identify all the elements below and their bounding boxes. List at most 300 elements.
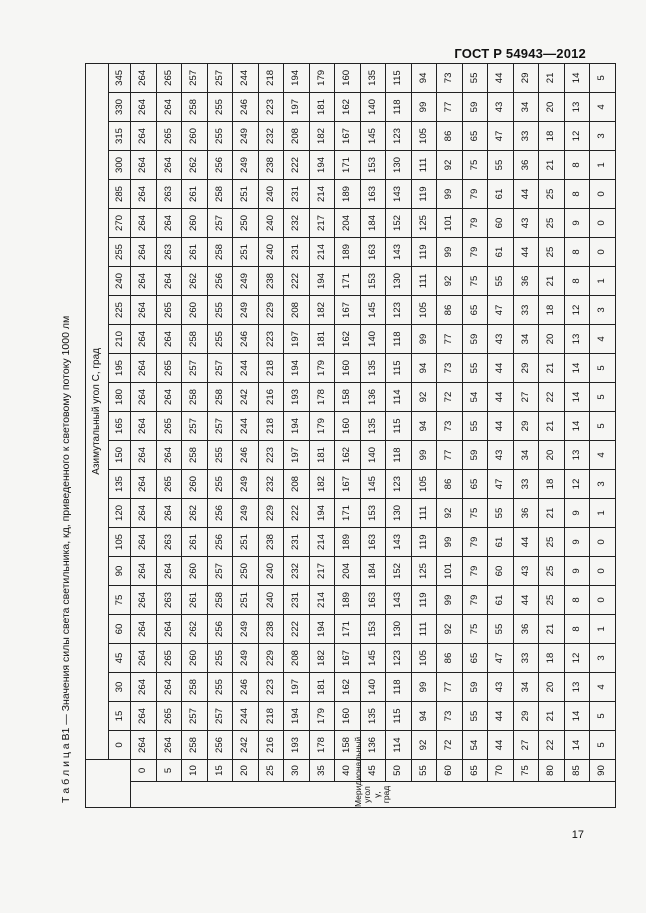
intensity-cell: 114 xyxy=(386,731,412,760)
intensity-cell: 20 xyxy=(539,325,565,354)
intensity-cell: 265 xyxy=(156,702,182,731)
intensity-cell: 264 xyxy=(131,122,157,151)
intensity-cell: 251 xyxy=(233,238,259,267)
intensity-cell: 181 xyxy=(309,441,335,470)
intensity-cell: 1 xyxy=(590,615,616,644)
intensity-cell: 258 xyxy=(182,93,208,122)
intensity-cell: 0 xyxy=(590,209,616,238)
intensity-cell: 59 xyxy=(462,673,488,702)
intensity-cell: 264 xyxy=(131,63,157,92)
intensity-cell: 33 xyxy=(513,296,539,325)
intensity-cell: 261 xyxy=(182,586,208,615)
intensity-cell: 99 xyxy=(437,180,463,209)
intensity-cell: 55 xyxy=(462,702,488,731)
intensity-cell: 21 xyxy=(539,354,565,383)
intensity-cell: 79 xyxy=(462,557,488,586)
intensity-cell: 223 xyxy=(258,93,284,122)
intensity-cell: 218 xyxy=(258,63,284,92)
meridional-angle-value: 30 xyxy=(284,760,310,782)
intensity-cell: 182 xyxy=(309,470,335,499)
intensity-cell: 140 xyxy=(360,93,386,122)
intensity-cell: 44 xyxy=(488,702,514,731)
intensity-cell: 264 xyxy=(131,267,157,296)
intensity-cell: 182 xyxy=(309,296,335,325)
intensity-cell: 5 xyxy=(590,731,616,760)
intensity-cell: 171 xyxy=(335,499,361,528)
intensity-cell: 179 xyxy=(309,412,335,441)
intensity-cell: 264 xyxy=(131,557,157,586)
table-row xyxy=(335,63,361,807)
intensity-cell: 43 xyxy=(488,93,514,122)
intensity-cell: 13 xyxy=(564,325,590,354)
intensity-cell: 21 xyxy=(539,702,565,731)
intensity-cell: 99 xyxy=(411,325,437,354)
intensity-cell: 255 xyxy=(207,441,233,470)
intensity-cell: 251 xyxy=(233,586,259,615)
intensity-cell: 12 xyxy=(564,644,590,673)
intensity-cell: 261 xyxy=(182,180,208,209)
intensity-cell: 162 xyxy=(335,325,361,354)
intensity-cell: 263 xyxy=(156,528,182,557)
intensity-cell: 257 xyxy=(207,63,233,92)
intensity-cell: 101 xyxy=(437,557,463,586)
table-row xyxy=(539,63,565,807)
intensity-cell: 222 xyxy=(284,499,310,528)
intensity-cell: 9 xyxy=(564,499,590,528)
intensity-cell: 140 xyxy=(360,673,386,702)
intensity-cell: 153 xyxy=(360,267,386,296)
intensity-cell: 29 xyxy=(513,702,539,731)
intensity-cell: 264 xyxy=(131,93,157,122)
intensity-cell: 130 xyxy=(386,615,412,644)
intensity-cell: 3 xyxy=(590,644,616,673)
intensity-cell: 44 xyxy=(488,383,514,412)
intensity-cell: 1 xyxy=(590,267,616,296)
meridional-angle-value: 90 xyxy=(590,760,616,782)
intensity-cell: 34 xyxy=(513,673,539,702)
intensity-cell: 44 xyxy=(513,528,539,557)
intensity-cell: 130 xyxy=(386,151,412,180)
intensity-cell: 27 xyxy=(513,383,539,412)
intensity-cell: 223 xyxy=(258,441,284,470)
intensity-cell: 125 xyxy=(411,209,437,238)
intensity-cell: 256 xyxy=(207,267,233,296)
intensity-cell: 86 xyxy=(437,644,463,673)
intensity-cell: 265 xyxy=(156,470,182,499)
intensity-cell: 111 xyxy=(411,499,437,528)
azimuth-angle-header: 90 xyxy=(109,557,131,586)
meridional-angle-value: 15 xyxy=(207,760,233,782)
intensity-cell: 21 xyxy=(539,615,565,644)
intensity-cell: 214 xyxy=(309,180,335,209)
intensity-cell: 61 xyxy=(488,238,514,267)
intensity-cell: 194 xyxy=(284,354,310,383)
meridional-angle-value: 45 xyxy=(360,760,386,782)
intensity-cell: 105 xyxy=(411,122,437,151)
intensity-cell: 5 xyxy=(590,412,616,441)
intensity-cell: 152 xyxy=(386,557,412,586)
intensity-cell: 92 xyxy=(411,383,437,412)
intensity-cell: 262 xyxy=(182,615,208,644)
intensity-cell: 244 xyxy=(233,63,259,92)
meridional-angle-value: 65 xyxy=(462,760,488,782)
intensity-cell: 29 xyxy=(513,412,539,441)
intensity-cell: 36 xyxy=(513,615,539,644)
intensity-cell: 260 xyxy=(182,122,208,151)
azimuth-angle-header: 30 xyxy=(109,673,131,702)
intensity-cell: 264 xyxy=(131,586,157,615)
intensity-cell: 197 xyxy=(284,673,310,702)
intensity-cell: 251 xyxy=(233,180,259,209)
intensity-cell: 258 xyxy=(182,731,208,760)
intensity-cell: 79 xyxy=(462,586,488,615)
intensity-cell: 263 xyxy=(156,586,182,615)
intensity-cell: 181 xyxy=(309,93,335,122)
intensity-cell: 72 xyxy=(437,383,463,412)
intensity-cell: 260 xyxy=(182,296,208,325)
intensity-cell: 105 xyxy=(411,644,437,673)
intensity-cell: 18 xyxy=(539,296,565,325)
intensity-cell: 214 xyxy=(309,586,335,615)
intensity-cell: 14 xyxy=(564,702,590,731)
intensity-cell: 264 xyxy=(131,528,157,557)
intensity-cell: 59 xyxy=(462,93,488,122)
meridional-angle-value: 35 xyxy=(309,760,335,782)
intensity-cell: 43 xyxy=(513,209,539,238)
intensity-cell: 257 xyxy=(207,354,233,383)
intensity-cell: 264 xyxy=(156,499,182,528)
intensity-cell: 255 xyxy=(207,93,233,122)
intensity-cell: 9 xyxy=(564,209,590,238)
meridional-angle-value: 40 xyxy=(335,760,361,782)
intensity-cell: 240 xyxy=(258,586,284,615)
intensity-cell: 59 xyxy=(462,325,488,354)
intensity-cell: 194 xyxy=(309,151,335,180)
intensity-cell: 231 xyxy=(284,528,310,557)
intensity-cell: 218 xyxy=(258,412,284,441)
intensity-cell: 240 xyxy=(258,238,284,267)
intensity-cell: 204 xyxy=(335,557,361,586)
meridional-angle-value: 55 xyxy=(411,760,437,782)
meridional-angle-value: 0 xyxy=(131,760,157,782)
intensity-cell: 258 xyxy=(182,383,208,412)
intensity-cell: 55 xyxy=(462,354,488,383)
intensity-cell: 153 xyxy=(360,615,386,644)
intensity-cell: 8 xyxy=(564,180,590,209)
intensity-cell: 158 xyxy=(335,383,361,412)
intensity-cell: 47 xyxy=(488,122,514,151)
intensity-cell: 262 xyxy=(182,499,208,528)
intensity-cell: 94 xyxy=(411,702,437,731)
intensity-cell: 264 xyxy=(131,731,157,760)
intensity-cell: 153 xyxy=(360,151,386,180)
intensity-cell: 33 xyxy=(513,122,539,151)
intensity-cell: 115 xyxy=(386,412,412,441)
intensity-cell: 160 xyxy=(335,702,361,731)
intensity-cell: 264 xyxy=(131,644,157,673)
intensity-cell: 223 xyxy=(258,673,284,702)
table-row xyxy=(182,63,208,807)
intensity-cell: 167 xyxy=(335,122,361,151)
meridional-angle-value: 70 xyxy=(488,760,514,782)
intensity-cell: 240 xyxy=(258,180,284,209)
intensity-cell: 257 xyxy=(207,557,233,586)
intensity-cell: 258 xyxy=(207,586,233,615)
intensity-cell: 264 xyxy=(156,615,182,644)
table-row xyxy=(411,63,437,807)
intensity-cell: 222 xyxy=(284,615,310,644)
intensity-cell: 20 xyxy=(539,673,565,702)
intensity-cell: 194 xyxy=(309,499,335,528)
intensity-cell: 75 xyxy=(462,499,488,528)
meridional-angle-value: 75 xyxy=(513,760,539,782)
intensity-cell: 36 xyxy=(513,151,539,180)
intensity-cell: 197 xyxy=(284,325,310,354)
intensity-cell: 99 xyxy=(437,238,463,267)
intensity-cell: 158 xyxy=(335,731,361,760)
intensity-cell: 43 xyxy=(513,557,539,586)
intensity-cell: 43 xyxy=(488,441,514,470)
intensity-cell: 4 xyxy=(590,93,616,122)
intensity-cell: 75 xyxy=(462,151,488,180)
azimuth-angle-header: 270 xyxy=(109,209,131,238)
intensity-cell: 5 xyxy=(590,383,616,412)
intensity-cell: 231 xyxy=(284,180,310,209)
intensity-cell: 197 xyxy=(284,441,310,470)
intensity-cell: 265 xyxy=(156,296,182,325)
intensity-cell: 163 xyxy=(360,180,386,209)
intensity-cell: 21 xyxy=(539,267,565,296)
azimuth-angle-header: 315 xyxy=(109,122,131,151)
intensity-cell: 242 xyxy=(233,383,259,412)
intensity-cell: 229 xyxy=(258,296,284,325)
meridional-angle-value: 60 xyxy=(437,760,463,782)
table-row xyxy=(564,63,590,807)
intensity-cell: 34 xyxy=(513,325,539,354)
intensity-cell: 25 xyxy=(539,586,565,615)
table-row xyxy=(131,63,157,807)
standard-header: ГОСТ Р 54943—2012 xyxy=(454,46,586,61)
intensity-cell: 61 xyxy=(488,180,514,209)
intensity-cell: 77 xyxy=(437,93,463,122)
intensity-cell: 262 xyxy=(182,267,208,296)
intensity-cell: 4 xyxy=(590,325,616,354)
intensity-cell: 33 xyxy=(513,470,539,499)
intensity-cell: 264 xyxy=(131,151,157,180)
intensity-cell: 179 xyxy=(309,354,335,383)
meridional-angle-value: 85 xyxy=(564,760,590,782)
intensity-cell: 257 xyxy=(182,702,208,731)
intensity-cell: 0 xyxy=(590,238,616,267)
intensity-cell: 92 xyxy=(437,499,463,528)
azimuth-angle-header: 195 xyxy=(109,354,131,383)
intensity-cell: 263 xyxy=(156,238,182,267)
intensity-cell: 36 xyxy=(513,267,539,296)
intensity-cell: 1 xyxy=(590,499,616,528)
intensity-cell: 22 xyxy=(539,383,565,412)
table-row xyxy=(386,63,412,807)
intensity-cell: 238 xyxy=(258,151,284,180)
intensity-cell: 65 xyxy=(462,644,488,673)
intensity-cell: 264 xyxy=(156,731,182,760)
intensity-cell: 257 xyxy=(207,702,233,731)
table-row xyxy=(284,63,310,807)
intensity-cell: 105 xyxy=(411,296,437,325)
intensity-cell: 194 xyxy=(309,267,335,296)
intensity-cell: 8 xyxy=(564,151,590,180)
intensity-cell: 79 xyxy=(462,528,488,557)
table-row xyxy=(207,63,233,807)
intensity-cell: 240 xyxy=(258,557,284,586)
intensity-cell: 29 xyxy=(513,63,539,92)
intensity-cell: 250 xyxy=(233,557,259,586)
intensity-cell: 204 xyxy=(335,209,361,238)
intensity-cell: 3 xyxy=(590,122,616,151)
intensity-cell: 18 xyxy=(539,470,565,499)
intensity-cell: 86 xyxy=(437,122,463,151)
intensity-cell: 29 xyxy=(513,354,539,383)
intensity-cell: 44 xyxy=(513,238,539,267)
intensity-cell: 73 xyxy=(437,702,463,731)
intensity-cell: 257 xyxy=(182,63,208,92)
intensity-cell: 55 xyxy=(488,267,514,296)
intensity-cell: 232 xyxy=(284,557,310,586)
intensity-cell: 167 xyxy=(335,644,361,673)
intensity-cell: 5 xyxy=(590,702,616,731)
intensity-cell: 153 xyxy=(360,499,386,528)
intensity-cell: 208 xyxy=(284,296,310,325)
intensity-cell: 12 xyxy=(564,122,590,151)
intensity-cell: 238 xyxy=(258,528,284,557)
intensity-cell: 258 xyxy=(207,383,233,412)
intensity-cell: 33 xyxy=(513,644,539,673)
intensity-cell: 179 xyxy=(309,63,335,92)
intensity-cell: 240 xyxy=(258,209,284,238)
meridional-angle-value: 5 xyxy=(156,760,182,782)
meridional-angle-value: 80 xyxy=(539,760,565,782)
intensity-cell: 20 xyxy=(539,93,565,122)
intensity-cell: 105 xyxy=(411,470,437,499)
intensity-cell: 135 xyxy=(360,63,386,92)
azimuth-angle-header: 60 xyxy=(109,615,131,644)
intensity-cell: 21 xyxy=(539,499,565,528)
intensity-cell: 249 xyxy=(233,499,259,528)
intensity-cell: 13 xyxy=(564,441,590,470)
intensity-cell: 255 xyxy=(207,325,233,354)
intensity-cell: 123 xyxy=(386,122,412,151)
intensity-cell: 214 xyxy=(309,238,335,267)
intensity-cell: 246 xyxy=(233,441,259,470)
intensity-cell: 14 xyxy=(564,412,590,441)
azimuth-angle-header: 255 xyxy=(109,238,131,267)
intensity-cell: 265 xyxy=(156,354,182,383)
intensity-cell: 115 xyxy=(386,354,412,383)
intensity-cell: 162 xyxy=(335,673,361,702)
intensity-cell: 25 xyxy=(539,209,565,238)
intensity-cell: 54 xyxy=(462,383,488,412)
intensity-cell: 43 xyxy=(488,325,514,354)
intensity-cell: 135 xyxy=(360,354,386,383)
intensity-cell: 181 xyxy=(309,325,335,354)
intensity-cell: 99 xyxy=(411,93,437,122)
intensity-cell: 163 xyxy=(360,238,386,267)
intensity-cell: 9 xyxy=(564,557,590,586)
intensity-cell: 194 xyxy=(284,702,310,731)
intensity-cell: 231 xyxy=(284,586,310,615)
intensity-cell: 216 xyxy=(258,383,284,412)
intensity-cell: 258 xyxy=(207,238,233,267)
intensity-cell: 44 xyxy=(488,63,514,92)
intensity-cell: 79 xyxy=(462,209,488,238)
azimuth-angle-header: 120 xyxy=(109,499,131,528)
table-row xyxy=(437,63,463,807)
intensity-cell: 114 xyxy=(386,383,412,412)
intensity-cell: 255 xyxy=(207,296,233,325)
intensity-cell: 119 xyxy=(411,586,437,615)
table-row xyxy=(462,63,488,807)
intensity-cell: 216 xyxy=(258,731,284,760)
intensity-cell: 8 xyxy=(564,238,590,267)
intensity-cell: 55 xyxy=(462,412,488,441)
intensity-cell: 1 xyxy=(590,151,616,180)
intensity-cell: 249 xyxy=(233,296,259,325)
intensity-cell: 92 xyxy=(437,615,463,644)
intensity-cell: 22 xyxy=(539,731,565,760)
azimuth-angle-header: 300 xyxy=(109,151,131,180)
azimuth-angle-header: 0 xyxy=(109,731,131,760)
intensity-cell: 264 xyxy=(131,470,157,499)
intensity-cell: 255 xyxy=(207,470,233,499)
intensity-cell: 249 xyxy=(233,122,259,151)
intensity-cell: 163 xyxy=(360,586,386,615)
intensity-cell: 232 xyxy=(258,470,284,499)
intensity-cell: 5 xyxy=(590,63,616,92)
corner-cell xyxy=(86,760,131,808)
intensity-cell: 257 xyxy=(182,354,208,383)
intensity-cell: 189 xyxy=(335,238,361,267)
azimuth-angle-header: 210 xyxy=(109,325,131,354)
intensity-cell: 47 xyxy=(488,470,514,499)
meridional-angle-value: 20 xyxy=(233,760,259,782)
intensity-cell: 258 xyxy=(182,673,208,702)
intensity-cell: 167 xyxy=(335,296,361,325)
intensity-cell: 25 xyxy=(539,528,565,557)
azimuth-angle-header: 105 xyxy=(109,528,131,557)
azimuth-angle-header: 330 xyxy=(109,93,131,122)
intensity-cell: 79 xyxy=(462,180,488,209)
intensity-cell: 232 xyxy=(284,209,310,238)
intensity-cell: 264 xyxy=(131,238,157,267)
intensity-cell: 244 xyxy=(233,354,259,383)
intensity-cell: 25 xyxy=(539,238,565,267)
intensity-cell: 182 xyxy=(309,122,335,151)
intensity-cell: 0 xyxy=(590,586,616,615)
intensity-cell: 111 xyxy=(411,615,437,644)
intensity-cell: 171 xyxy=(335,615,361,644)
intensity-cell: 260 xyxy=(182,209,208,238)
intensity-cell: 249 xyxy=(233,615,259,644)
intensity-cell: 184 xyxy=(360,209,386,238)
intensity-cell: 55 xyxy=(488,499,514,528)
intensity-cell: 260 xyxy=(182,644,208,673)
intensity-cell: 13 xyxy=(564,93,590,122)
intensity-cell: 20 xyxy=(539,441,565,470)
meridional-angle-value: 10 xyxy=(182,760,208,782)
intensity-cell: 94 xyxy=(411,354,437,383)
intensity-cell: 125 xyxy=(411,557,437,586)
intensity-cell: 8 xyxy=(564,615,590,644)
intensity-cell: 143 xyxy=(386,180,412,209)
